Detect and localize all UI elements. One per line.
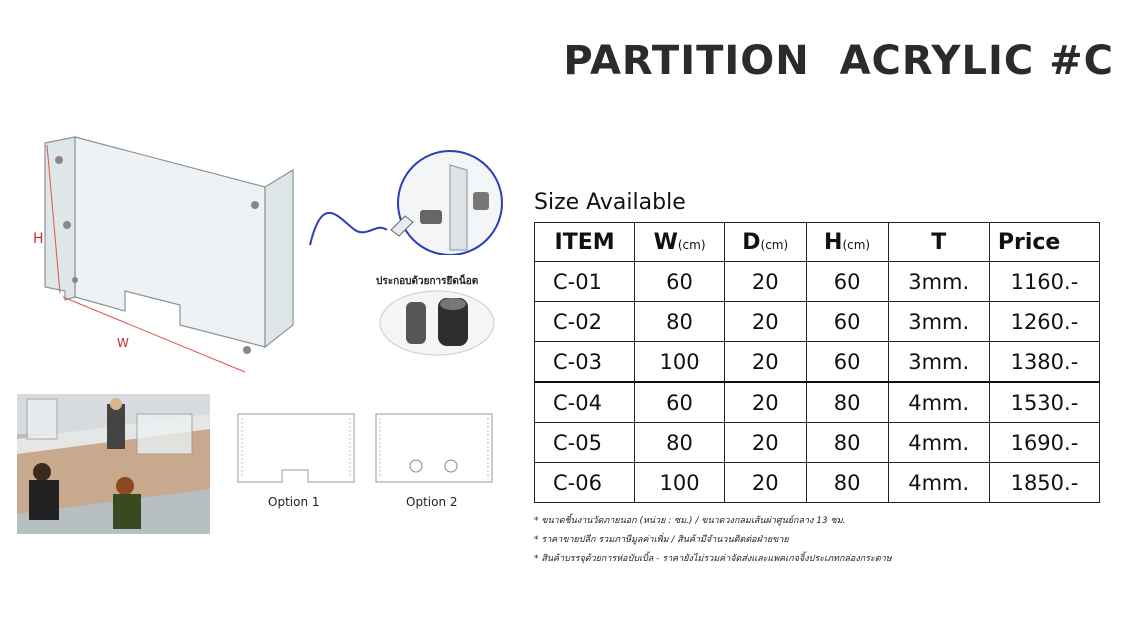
footnote: * ราคาขายปลีก รวมภาษีมูลค่าเพิ่ม / สินค้ามีจำนวนติดต่อฝ่ายขาย bbox=[534, 535, 789, 545]
bolt-detail-illustration bbox=[305, 150, 510, 255]
table-row: C-05 80 20 80 4mm. 1690.- bbox=[535, 423, 1100, 463]
option-1-label: Option 1 bbox=[268, 495, 320, 509]
col-h: H(cm) bbox=[806, 223, 888, 262]
col-item: ITEM bbox=[535, 223, 635, 262]
col-t: T bbox=[888, 223, 989, 262]
table-row: C-03 100 20 60 3mm. 1380.- bbox=[535, 342, 1100, 383]
table-row: C-02 80 20 60 3mm. 1260.- bbox=[535, 302, 1100, 342]
col-price: Price bbox=[989, 223, 1099, 262]
option-2-label: Option 2 bbox=[406, 495, 458, 509]
col-w: W(cm) bbox=[635, 223, 725, 262]
height-label: H bbox=[33, 231, 44, 247]
table-row: C-01 60 20 60 3mm. 1160.- bbox=[535, 262, 1100, 302]
size-available-heading: Size Available bbox=[534, 190, 686, 215]
bolt-caption: ประกอบด้วยการยึดน็อต bbox=[376, 276, 479, 287]
partition-3d-illustration bbox=[25, 125, 315, 380]
option-2-drawing bbox=[374, 412, 494, 484]
table-header-row bbox=[535, 223, 1100, 262]
option-1-drawing bbox=[236, 412, 356, 484]
col-d: D(cm) bbox=[724, 223, 806, 262]
footnote: * สินค้าบรรจุด้วยการห่อบับเบิ้ล - ราคายังไม่รวมค่าจัดส่งและแพคเกจจิ้งประเภทกล่องกระดาษ bbox=[534, 554, 892, 564]
table-row: C-06 100 20 80 4mm. 1850.- bbox=[535, 463, 1100, 503]
office-scene-photo bbox=[17, 394, 210, 534]
footnote: * ขนาดชิ้นงานวัดภายนอก (หน่วย : ซม.) / ขนาดวงกลมเส้นผ่าศูนย์กลาง 13 ซม. bbox=[534, 516, 846, 526]
page-title: PARTITION ACRYLIC #C bbox=[563, 38, 1114, 84]
bolt-photo bbox=[378, 290, 496, 356]
footnotes bbox=[534, 512, 892, 569]
price-table bbox=[534, 222, 1100, 503]
width-label: W bbox=[117, 336, 129, 350]
table-row: C-04 60 20 80 4mm. 1530.- bbox=[535, 382, 1100, 423]
